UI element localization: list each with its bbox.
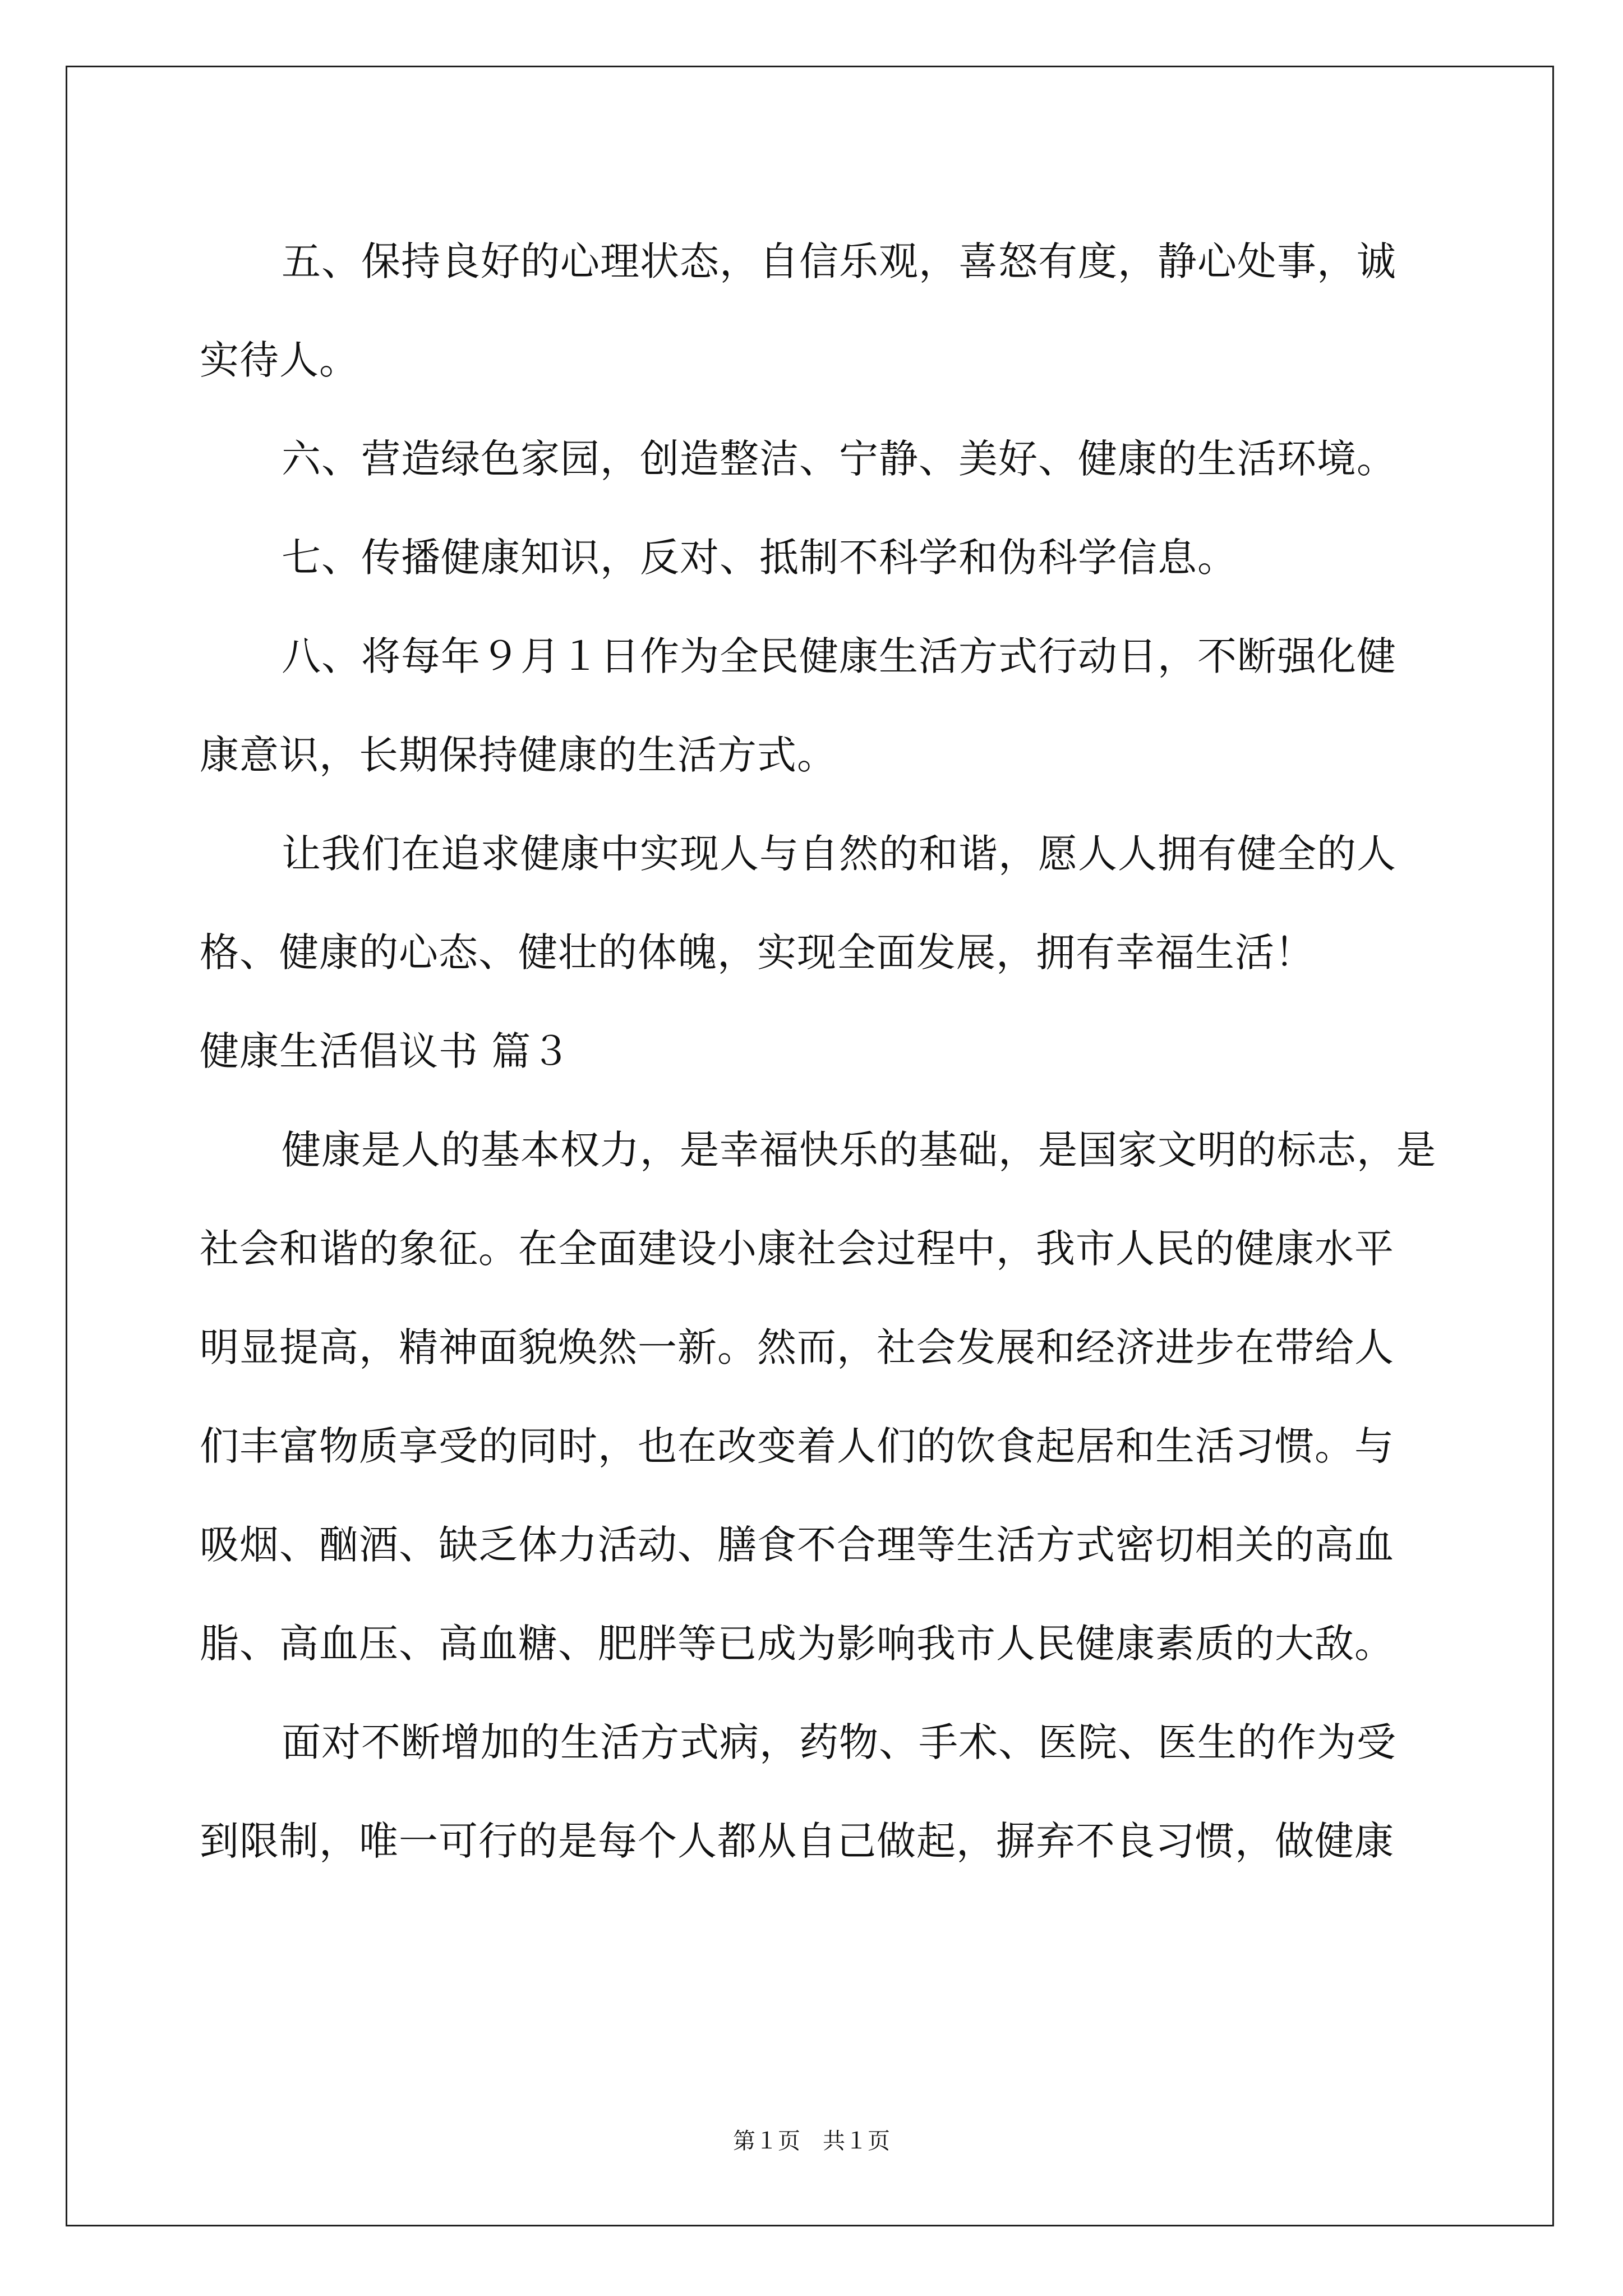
text-line: 康意识，长期保持健康的生活方式。: [200, 732, 837, 778]
document-body: [200, 212, 1436, 1890]
text-line: 七、传播健康知识，反对、抵制不科学和伪科学信息。: [282, 535, 1237, 581]
text-line: 到限制，唯一可行的是每个人都从自己做起，摒弃不良习惯，做健康: [200, 1818, 1394, 1864]
text-line: 脂、高血压、高血糖、肥胖等已成为影响我市人民健康素质的大敌。: [200, 1621, 1394, 1667]
text-line: 面对不断增加的生活方式病，药物、手术、医院、医生的作为受: [282, 1719, 1396, 1765]
text-line: 明显提高，精神面貌焕然一新。然而，社会发展和经济进步在带给人: [200, 1324, 1394, 1370]
text-line: 格、健康的心态、健壮的体魄，实现全面发展，拥有幸福生活！: [200, 930, 1315, 976]
text-line: 八、将每年９月１日作为全民健康生活方式行动日，不断强化健: [282, 633, 1396, 679]
page-footer: 第１页 共１页: [733, 2128, 890, 2154]
section-heading: 健康生活倡议书 篇３: [200, 1028, 571, 1074]
text-line: 社会和谐的象征。在全面建设小康社会过程中，我市人民的健康水平: [200, 1226, 1394, 1272]
text-line: 健康是人的基本权力，是幸福快乐的基础，是国家文明的标志，是: [282, 1127, 1436, 1173]
text-line: 们丰富物质享受的同时，也在改变着人们的饮食起居和生活习惯。与: [200, 1423, 1394, 1469]
text-line: 吸烟、酗酒、缺乏体力活动、膳食不合理等生活方式密切相关的高血: [200, 1522, 1394, 1568]
text-line: 六、营造绿色家园，创造整洁、宁静、美好、健康的生活环境。: [282, 436, 1396, 482]
text-line: 让我们在追求健康中实现人与自然的和谐，愿人人拥有健全的人: [282, 831, 1396, 877]
text-line: 实待人。: [200, 337, 359, 383]
text-line: 五、保持良好的心理状态，自信乐观，喜怒有度，静心处事，诚: [282, 238, 1396, 284]
